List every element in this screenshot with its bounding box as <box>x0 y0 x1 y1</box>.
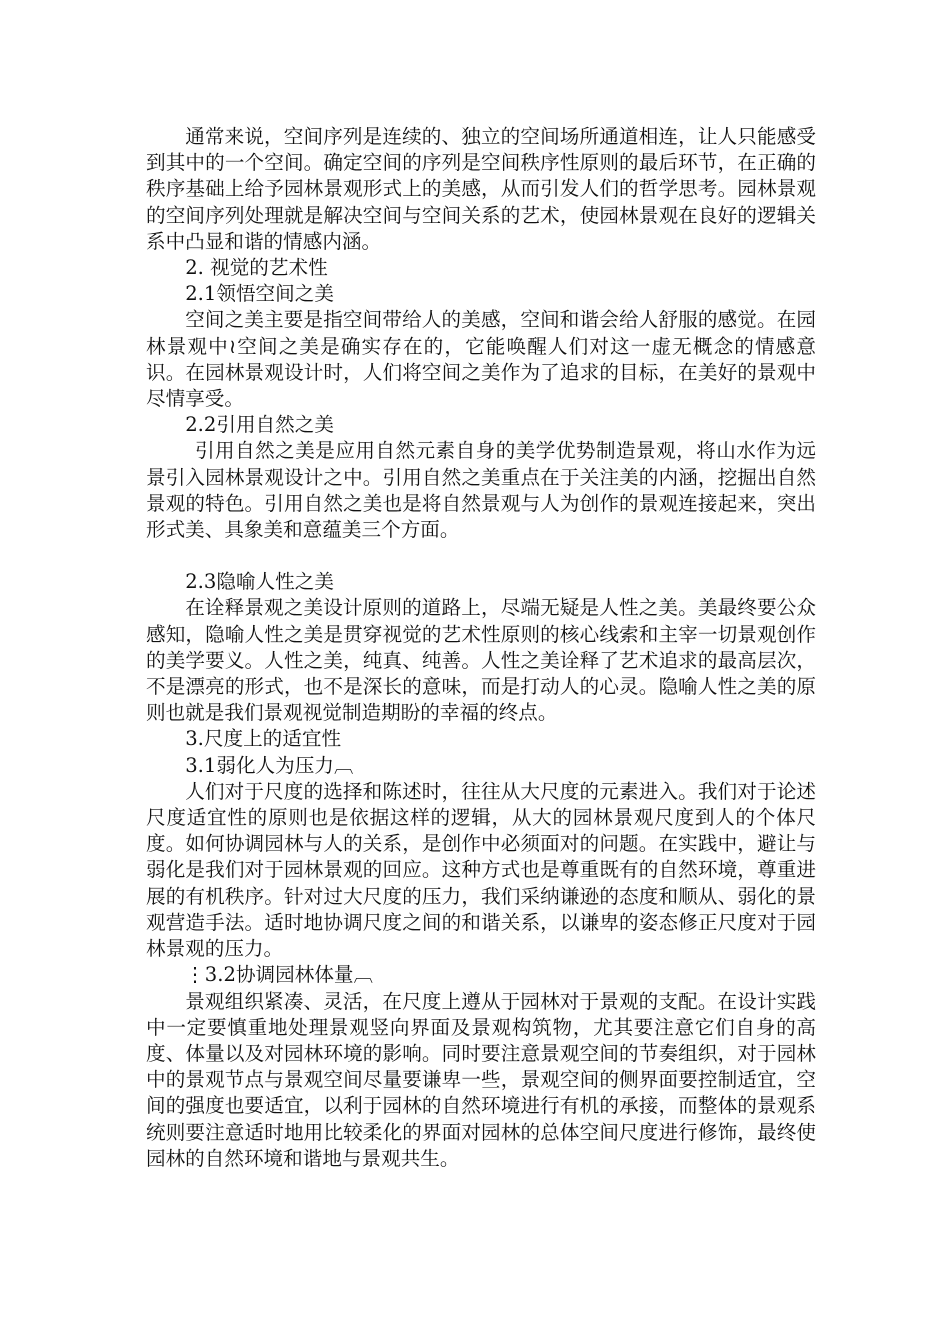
paragraph-weaken-pressure: 人们对于尺度的选择和陈述时，往往从大尺度的元素进入。我们对于论述尺度适宜性的原则也是依据这样的逻辑，从大的园林景观尺度到人的个体尺度。如何协调园林与人的关系，是创作中必须面对的问题。在实践中，避让与弱化是我们对于园林景观的回应。这种方式也是尊重既有的自然环境，尊重进展的有机秩序。针对过大尺度的压力，我们采纳谦逊的态度和顺从、弱化的景观营造手法。适时地协调尺度之间的和谐关系，以谦卑的姿态修正尺度对于园林景观的压力。 <box>146 779 816 961</box>
paragraph-space-beauty: 空间之美主要是指空间带给人的美感，空间和谐会给人舒服的感觉。在园林景观中≀空间之美是确实存在的，它能唤醒人们对这一虚无概念的情感意识。在园林景观设计时，人们将空间之美作为了追求的目标，在美好的景观中尽情享受。 <box>146 308 816 411</box>
paragraph-human-beauty: 在诠释景观之美设计原则的道路上，尽端无疑是人性之美。美最终要公众感知，隐喻人性之美是贯穿视觉的艺术性原则的核心线索和主宰一切景观创作的美学要义。人性之美，纯真、纯善。人性之美诠释了艺术追求的最高层次，不是漂亮的形式，也不是深长的意味，而是打动人的心灵。隐喻人性之美的原则也就是我们景观视觉制造期盼的幸福的终点。 <box>146 596 816 725</box>
subheading-natural-beauty: 2.2引用自然之美 <box>185 413 334 437</box>
subheading-human-beauty: 2.3隐喻人性之美 <box>185 570 334 594</box>
paragraph-coordinate-volume: 景观组织紧凑、灵活，在尺度上遵从于园林对于景观的支配。在设计实践中一定要慎重地处理景观竖向界面及景观构筑物，尤其要注意它们自身的高度、体量以及对园林环境的影响。同时要注意景观空间的节奏组织，对于园林中的景观节点与景观空间尽量要谦卑一些，景观空间的侧界面要控制适宜，空间的强度也要适宜，以利于园林的自然环境进行有机的承接，而整体的景观系统则要注意适时地用比较柔化的界面对园林的总体空间尺度进行修饰，最终使园林的自然环境和谐地与景观共生。 <box>146 989 816 1170</box>
subheading-space-beauty: 2.1领悟空间之美 <box>185 282 334 306</box>
paragraph-spatial-sequence: 通常来说，空间序列是连续的、独立的空间场所通道相连，让人只能感受到其中的一个空间。确定空间的序列是空间秩序性原则的最后环节，在正确的秩序基础上给予园林景观形式上的美感，从而引发人们的哲学思考。园林景观的空间序列处理就是解决空间与空间关系的艺术，使园林景观在良好的逻辑关系中凸显和谐的情感内涵。 <box>146 125 816 253</box>
section-heading-visual-artistry: 2. 视觉的艺术性 <box>185 256 328 280</box>
paragraph-natural-beauty: 引用自然之美是应用自然元素自身的美学优势制造景观，将山水作为远景引入园林景观设计之中。引用自然之美重点在于关注美的内涵，挖掘出自然景观的特色。引用自然之美也是将自然景观与人为创作的景观连接起来，突出形式美、具象美和意蕴美三个方面。 <box>146 439 816 542</box>
section-heading-scale-suitability: 3.尺度上的适宜性 <box>185 727 342 751</box>
blank-line <box>146 543 816 569</box>
subheading-coordinate-volume: ⋮3.2协调园林体量︹ <box>185 963 374 987</box>
subheading-weaken-pressure: 3.1弱化人为压力︹ <box>185 753 354 777</box>
document-body <box>146 124 816 1172</box>
